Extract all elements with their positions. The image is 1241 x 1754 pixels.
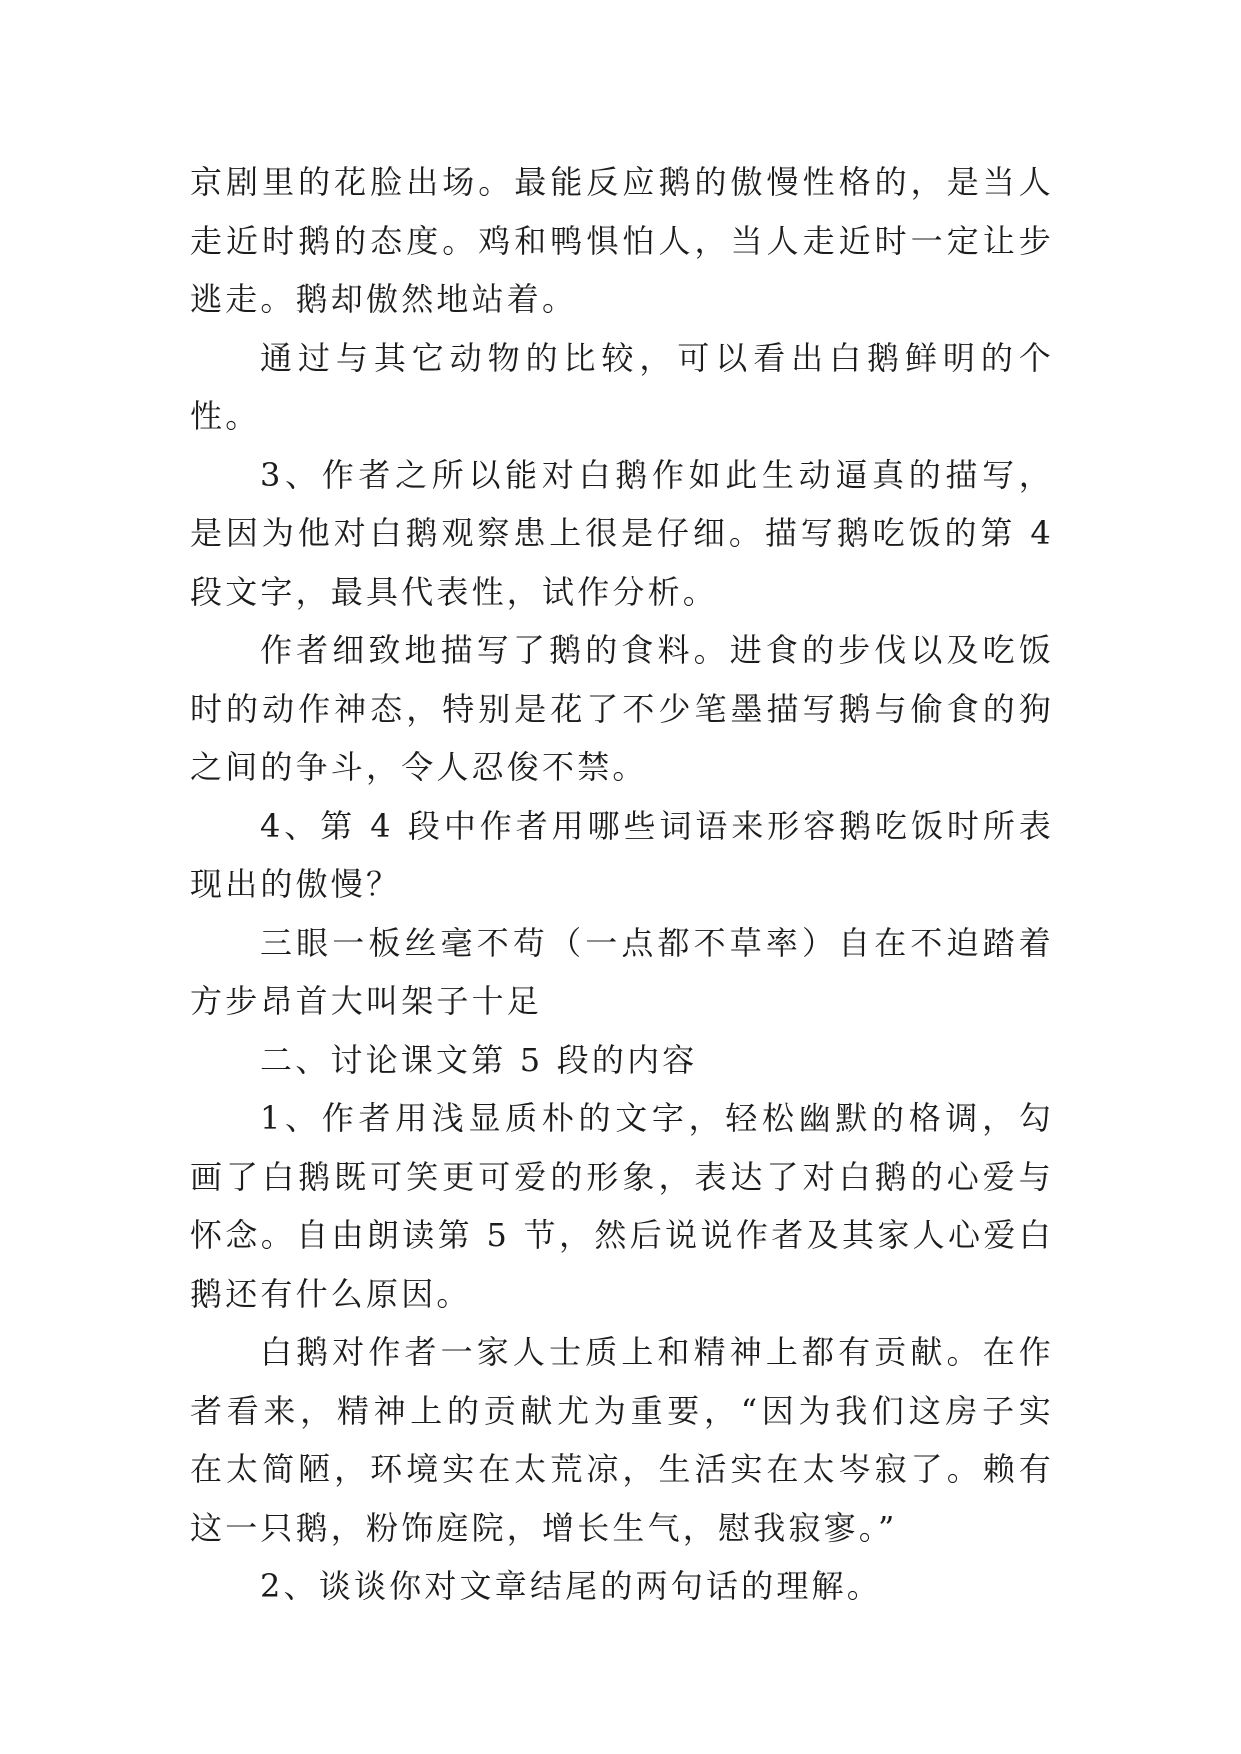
answer-3: 作者细致地描写了鹅的食料。进食的步伐以及吃饭时的动作神态，特别是花了不少笔墨描写鹅与偷食的狗之间的争斗，令人忍俊不禁。 [190,631,1054,786]
section-heading-2: 二、讨论课文第 5 段的内容 [260,1040,698,1079]
answer-4: 三眼一板丝毫不苟（一点都不草率）自在不迫踏着方步昂首大叫架子十足 [190,923,1054,1020]
document-page [190,153,1054,1616]
question-section2-2: 2、谈谈你对文章结尾的两句话的理解。 [260,1567,882,1605]
question-4: 4、第 4 段中作者用哪些词语来形容鹅吃饭时所表现出的傲慢？ [190,806,1054,903]
answer-section2-1: 白鹅对作者一家人士质上和精神上都有贡献。在作者看来，精神上的贡献尤为重要，“因为我们这房子实在太简陋，环境实在太荒凉，生活实在太岑寂了。赖有这一只鹅，粉饰庭院，增长生气，慰我寂寥。” [190,1333,1054,1547]
question-3: 3、作者之所以能对白鹅作如此生动逼真的描写，是因为他对白鹅观察患上很是仔细。描写鹅吃饭的第 4 段文字，最具代表性，试作分析。 [190,455,1054,611]
paragraph-comparison-conclusion: 通过与其它动物的比较，可以看出白鹅鲜明的个性。 [190,338,1054,435]
question-section2-1: 1、作者用浅显质朴的文字，轻松幽默的格调，勾画了白鹅既可笑更可爱的形象，表达了对白鹅的心爱与怀念。自由朗读第 5 节，然后说说作者及其家人心爱白鹅还有什么原因。 [190,1099,1054,1313]
paragraph-continued: 京剧里的花脸出场。最能反应鹅的傲慢性格的，是当人走近时鹅的态度。鸡和鸭惧怕人，当人走近时一定让步逃走。鹅却傲然地站着。 [190,163,1054,318]
